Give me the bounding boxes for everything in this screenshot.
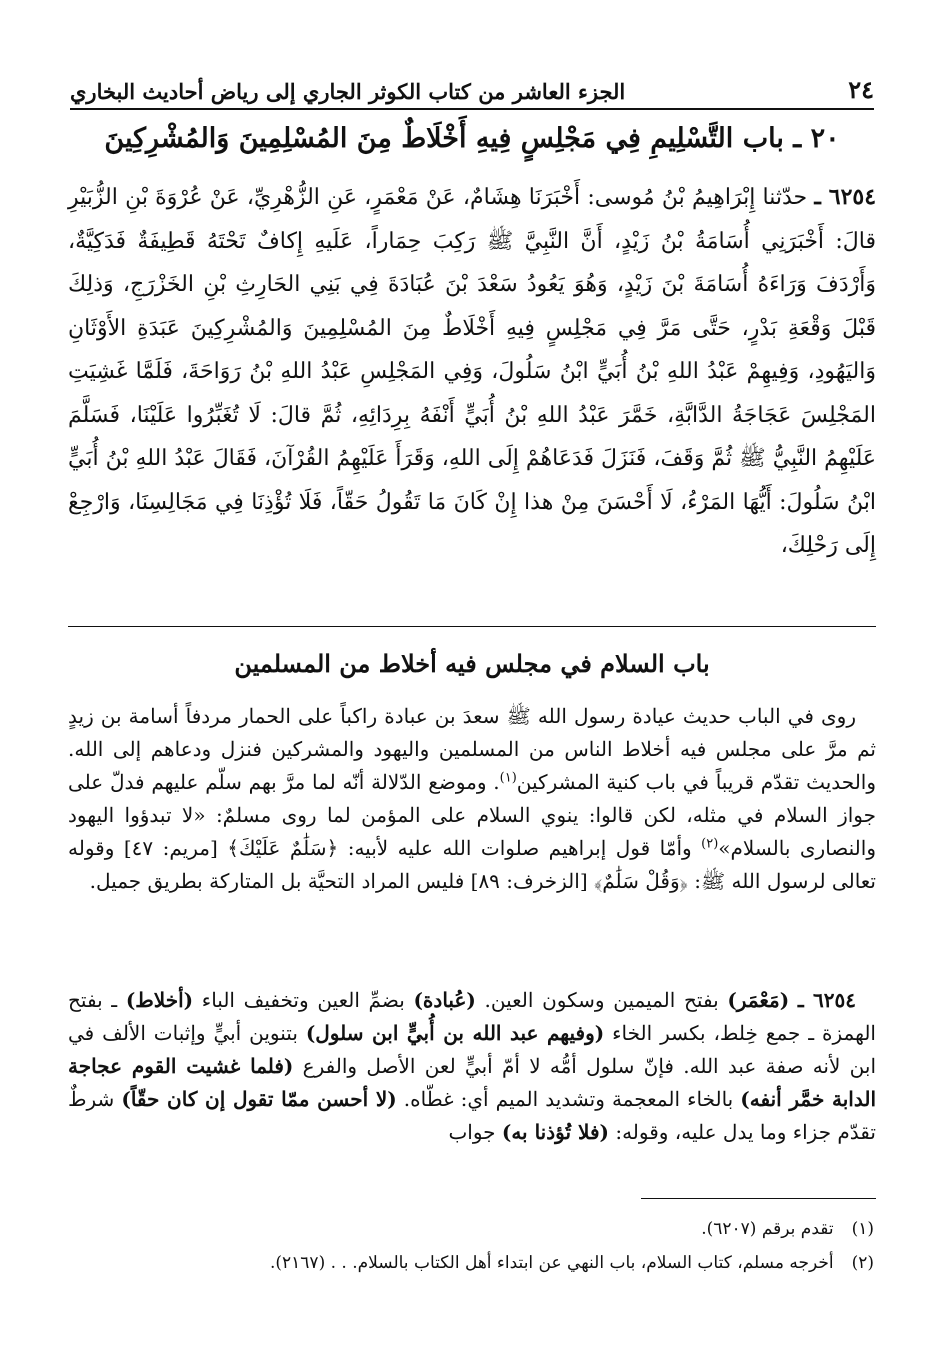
commentary-heading: باب السلام في مجلس فيه أخلاط من المسلمين xyxy=(234,649,710,678)
term-bold: (أخلاط) xyxy=(125,988,194,1012)
commentary-text: شرطٌ تقدّم جزاء وما يدل عليه، وقوله: xyxy=(68,1087,876,1144)
hadith-number: ٦٢٥٤ ـ xyxy=(814,184,877,210)
header-divider xyxy=(70,108,874,110)
footnote-number: (٢) xyxy=(851,1253,874,1273)
term-bold: (فلا تُؤذنا به) xyxy=(501,1120,609,1144)
chapter-title: ٢٠ ـ باب التَّسْلِيمِ فِي مَجْلِسٍ فِيهِ أَخْلَاطٌ مِنَ المُسْلِمِينَ وَالمُشْرِكِينَ xyxy=(104,123,840,154)
footnote-reference: (١) xyxy=(499,770,517,786)
footnote-number: (١) xyxy=(851,1219,874,1239)
commentary-text: . وموضع الدّلالة أنّه لما مرَّ بهم سلّم عليهم فدلّ على جواز السلام في مثله، لكن قالوا: ينوي السلام على المؤمن لما روى مسلمٌ: «لا تبدؤوا اليهود والنصارى بالسلام» xyxy=(68,770,876,860)
commentary-text: وأمّا قول إبراهيم صلوات الله عليه لأبيه: ﴿سَلَٰمٌ عَلَيْكَ﴾ [مريم: ٤٧] وقوله تعالى لرسول الله ﷺ: ﴿وَقُلْ سَلَٰمٌ﴾ [الزخرف: ٨٩] فليس المراد التحيَّة بل المتاركة بطريق جميل. xyxy=(68,836,876,893)
term-bold: (عُبادة) xyxy=(413,988,476,1012)
commentary-text: جواب xyxy=(448,1120,502,1144)
footnote-divider xyxy=(641,1198,876,1199)
footnote-reference: (٢) xyxy=(701,836,719,852)
commentary-text: بالخاء المعجمة وتشديد الميم أي: غطّاه. xyxy=(396,1087,741,1111)
term-bold: (فلما غشيت القوم عجاجة الدابة خمَّر أنفه) xyxy=(68,1054,877,1111)
commentary-text: ـ بفتح الهمزة ـ جمع خِلط، بكسر الخاء xyxy=(68,988,876,1045)
term-bold: (مَعْمَر) xyxy=(727,988,790,1012)
running-title: الجزء العاشر من كتاب الكوثر الجاري إلى رياض أحاديث البخاري xyxy=(70,79,626,104)
page-number: ٢٤ xyxy=(848,75,874,104)
commentary-paragraph-1 xyxy=(68,700,876,898)
hadith-body: حدّثنا إِبْرَاهِيمُ بْنُ مُوسى: أَخْبَرَنَا هِشَامٌ، عَنْ مَعْمَرٍ، عَنِ الزُّهْرِيِّ، عَنْ عُرْوَةَ بْنِ الزُّبَيْرِ قالَ: أَخْبَرَنِي أُسَامَةُ بْنُ زَيْدٍ، أَنَّ النَّبِيَّ ﷺ رَكِبَ حِمَاراً، عَلَيهِ إِكافٌ تَحْتَهُ قَطِيفَةٌ فَدَكِيَّةٌ، وَأَرْدَفَ وَرَاءَهُ أُسَامَةَ بْنَ زَيْدٍ، وَهُوَ يَعُودُ سَعْدَ بْنَ عُبَادَةَ فِي بَنِي الحَارِثِ بْنِ الخَزْرَجِ، وَذلِكَ قَبْلَ وَقْعَةِ بَدْرٍ، حَتَّى مَرَّ فِي مَجْلِسٍ فِيهِ أَخْلَاطٌ مِنَ المُسْلِمِينَ وَالمُشْرِكِينَ عَبَدَةِ الأَوْثَانِ وَاليَهُودِ، وَفِيهِمْ عَبْدُ اللهِ بْنُ أُبَيٍّ ابْنُ سَلُولَ، وَفِي المَجْلِسِ عَبْدُ اللهِ بْنُ رَوَاحَةَ، فَلَمَّا غَشِيَتِ المَجْلِسَ عَجَاجَةُ الدَّابَّةِ، خَمَّرَ عَبْدُ اللهِ بْنُ أُبَيٍّ أَنْفَهُ بِرِدَائِهِ، ثُمَّ قالَ: لَا تُغَبِّرُوا عَلَيْنَا، فَسَلَّمَ عَلَيْهِمُ النَّبِيُّ ﷺ ثُمَّ وَقَفَ، فَنَزَلَ فَدَعَاهُمْ إِلَى اللهِ، وَقَرَأَ عَلَيْهِمُ القُرْآنَ، فَقَالَ عَبْدُ اللهِ بْنُ أُبَيٍّ ابْنُ سَلُولَ: أَيُّهَا المَرْءُ، لَا أَحْسَنَ مِنْ هذا إِنْ كَانَ مَا تَقُولُ حَقّاً، فَلَا تُؤْذِنَا فِي مَجَالِسِنَا، وَارْجِعْ إِلَى رَحْلِكَ، xyxy=(68,185,876,558)
footnotes xyxy=(70,1212,874,1280)
footnote-text: تقدم برقم (٦٢٠٧). xyxy=(701,1219,834,1239)
section-divider xyxy=(68,626,876,627)
footnote-text: أخرجه مسلم، كتاب السلام، باب النهي عن ابتداء أهل الكتاب بالسلام. . . (٢١٦٧). xyxy=(269,1253,834,1273)
commentary-text: بتنوين أبيٍّ وإثبات الألف في ابن لأنه صفة عبد الله. فإنّ سلول أمُّه لا أمّ أبيٍّ لعن الأصل والفرع xyxy=(68,1021,877,1078)
commentary-text: روى في الباب حديث عيادة رسول الله ﷺ سعدَ بن عبادة راكباً على الحمار مردفاً أسامة بن زيدٍ ثم مرَّ على مجلس فيه أخلاط الناس من المسلمين واليهود والمشركين فنزل ودعاهم إلى الله. والحديث تقدّم قريباً في باب كنية المشركين xyxy=(68,704,876,794)
hadith-number-ref: ٦٢٥٤ ـ xyxy=(797,988,857,1012)
term-bold: (وفيهم عبد الله بن أُبيٍّ ابن سلول) xyxy=(305,1021,605,1045)
footnote xyxy=(70,1212,874,1246)
footnote xyxy=(70,1246,874,1280)
commentary-paragraph-2 xyxy=(68,984,876,1149)
hadith-text xyxy=(68,176,876,568)
running-header xyxy=(70,62,874,102)
term-bold: (لا أحسن ممّا تقول إن كان حقّاً) xyxy=(121,1087,397,1111)
commentary-text: بضمِّ العين وتخفيف الباء xyxy=(193,988,414,1012)
commentary-text: بفتح الميمين وسكون العين. xyxy=(475,988,728,1012)
